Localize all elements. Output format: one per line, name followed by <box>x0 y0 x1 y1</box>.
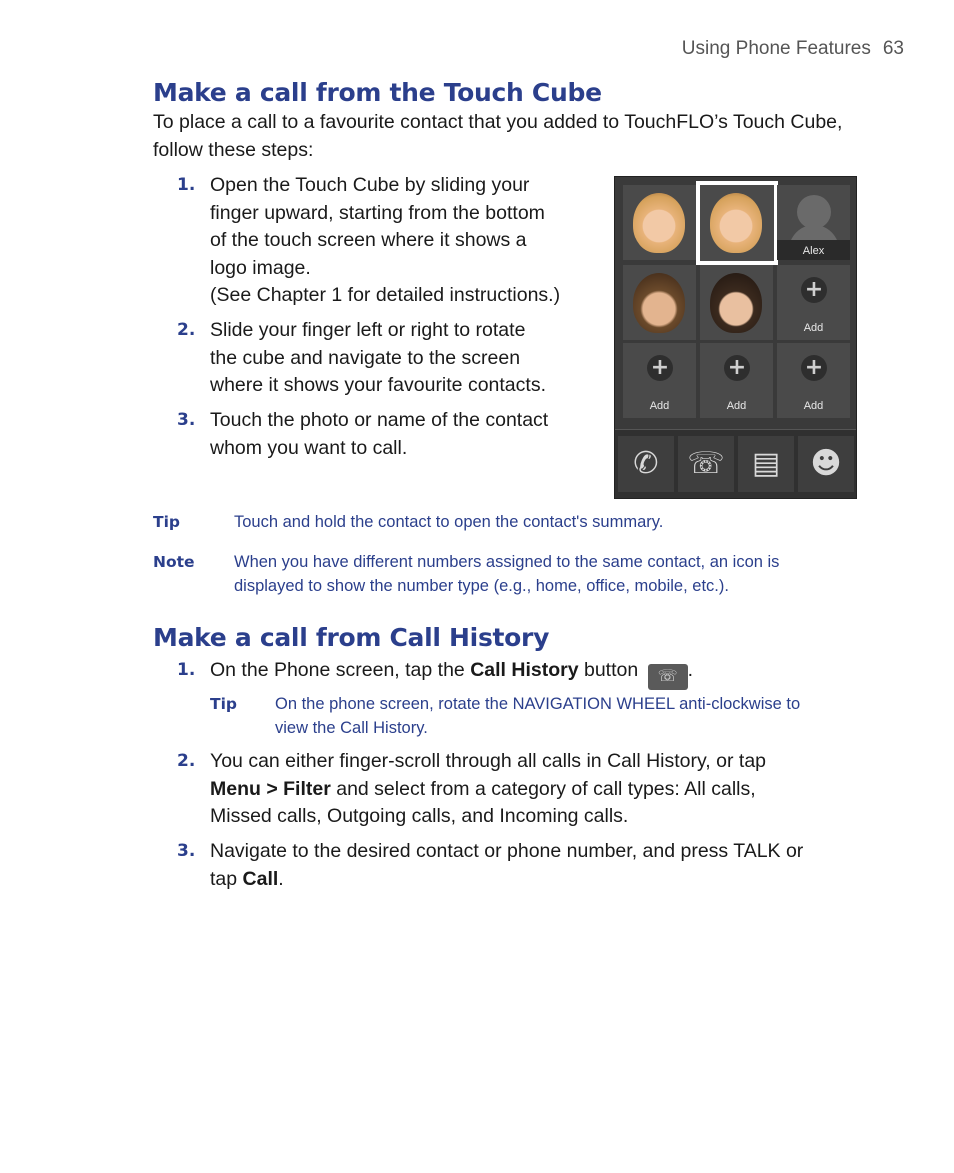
step-number: 1. <box>177 660 196 680</box>
plus-icon: + <box>801 355 827 381</box>
step-line: Slide your finger left or right to rotate <box>210 319 526 341</box>
section-title-touch-cube: Make a call from the Touch Cube <box>153 78 602 107</box>
call-history-icon[interactable]: ☏ <box>678 436 734 492</box>
page-number: 63 <box>882 38 904 59</box>
intro-paragraph: To place a call to a favourite contact that you added to TouchFLO’s Touch Cube, follow these steps: <box>153 111 843 161</box>
contact-tile-alex[interactable] <box>777 185 850 260</box>
plus-icon: + <box>801 277 827 303</box>
contact-tile[interactable] <box>700 265 773 340</box>
step-number: 3. <box>177 410 196 430</box>
section-title-call-history: Make a call from Call History <box>153 623 550 652</box>
step-text: button <box>583 659 639 681</box>
step-bold-text: Menu > Filter <box>210 777 331 800</box>
step-line: whom you want to call. <box>210 436 408 459</box>
add-label: Add <box>649 400 670 412</box>
running-header <box>682 38 904 60</box>
add-label: Add <box>726 400 747 412</box>
add-contact-tile[interactable] <box>777 265 850 340</box>
step-line: You can either finger-scroll through all calls in Call History, or tap <box>210 750 767 772</box>
add-contact-tile[interactable] <box>623 343 696 418</box>
header-section: Using Phone Features <box>681 38 871 59</box>
add-contact-tile[interactable] <box>777 343 850 418</box>
note-label: Note <box>153 553 195 571</box>
contact-tile[interactable] <box>623 265 696 340</box>
step-line: where it shows your favourite contacts. <box>210 374 546 396</box>
step-line: (See Chapter 1 for detailed instructions.) <box>210 284 561 306</box>
step-line: Navigate to the desired contact or phone number, and press TALK or <box>210 840 804 862</box>
contact-tile-selected[interactable] <box>698 183 776 263</box>
tip-line: view the Call History. <box>275 719 428 737</box>
add-contact-tile[interactable] <box>700 343 773 418</box>
step-line: the cube and navigate to the screen <box>210 346 521 369</box>
step-text: tap <box>210 867 238 890</box>
step-text: On the Phone screen, tap the <box>210 659 465 681</box>
contact-silhouette-icon <box>797 195 831 229</box>
plus-icon: + <box>724 355 750 381</box>
step-number: 1. <box>177 175 196 195</box>
contact-name: Alex <box>802 245 825 257</box>
step-line: Touch the photo or name of the contact <box>210 409 549 431</box>
phone-toolbar <box>615 429 856 498</box>
contact-photo <box>633 193 685 253</box>
contact-tile[interactable] <box>623 185 696 260</box>
step-line: Open the Touch Cube by sliding your <box>210 174 530 196</box>
remove-contact-icon[interactable]: ☻ <box>798 436 854 492</box>
tip-text: Touch and hold the contact to open the contact's summary. <box>234 513 664 531</box>
step-line: finger upward, starting from the bottom <box>210 201 545 224</box>
contact-photo <box>710 193 762 253</box>
tip-line: On the phone screen, rotate the NAVIGATION WHEEL anti-clockwise to <box>275 695 801 713</box>
step-line: logo image. <box>210 256 311 279</box>
plus-icon: + <box>647 355 673 381</box>
touch-cube-screenshot <box>614 176 857 499</box>
step-line: Missed calls, Outgoing calls, and Incoming calls. <box>210 805 629 827</box>
step-number: 2. <box>177 751 196 771</box>
call-history-button-icon: ☏ <box>648 664 688 690</box>
tip-label: Tip <box>153 513 180 531</box>
contact-photo <box>633 273 685 333</box>
add-label: Add <box>803 400 824 412</box>
contact-photo <box>710 273 762 333</box>
add-label: Add <box>803 322 824 334</box>
step-number: 3. <box>177 841 196 861</box>
step-text: and select from a category of call types: All calls, <box>336 777 756 800</box>
step-number: 2. <box>177 320 196 340</box>
step-bold-text: Call <box>242 867 279 890</box>
step-text: . <box>278 867 284 890</box>
tip-label: Tip <box>210 695 237 713</box>
step-bold-text: Call History <box>470 659 579 681</box>
note-line: When you have different numbers assigned to the same contact, an icon is <box>234 553 780 571</box>
contacts-card-icon[interactable]: ▤ <box>738 436 794 492</box>
step-line: of the touch screen where it shows a <box>210 229 527 251</box>
phone-icon[interactable]: ✆ <box>618 436 674 492</box>
note-line: displayed to show the number type (e.g., home, office, mobile, etc.). <box>234 577 729 595</box>
